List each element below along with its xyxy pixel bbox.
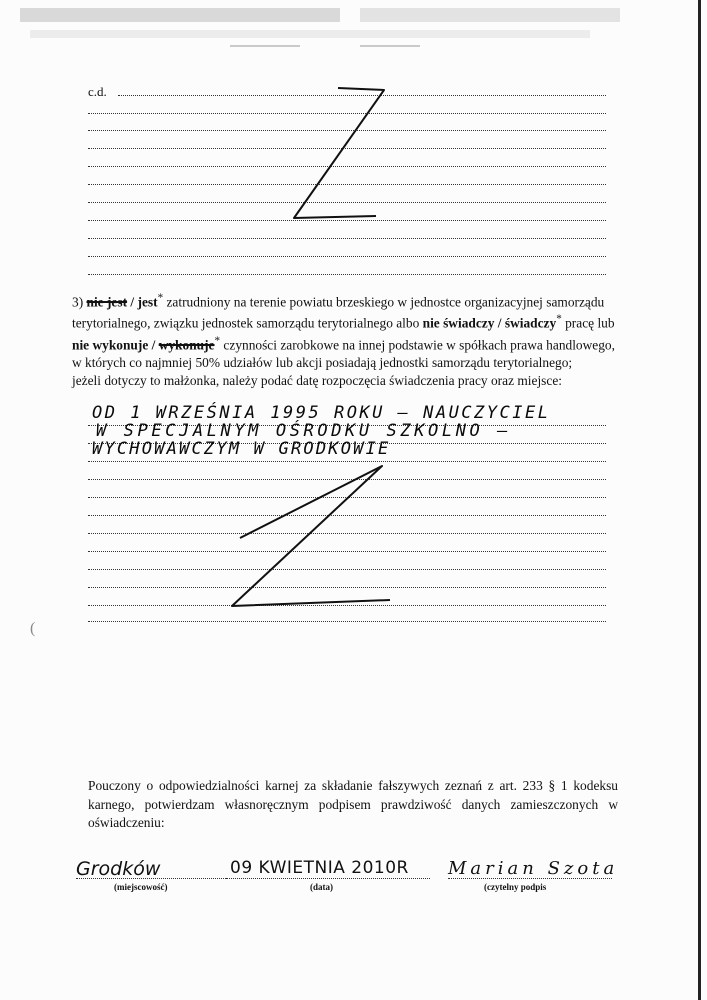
handwritten-answer-line-1: OD 1 WRZEŚNIA 1995 ROKU – NAUCZYCIEL bbox=[92, 403, 551, 423]
selected-option: nie świadczy bbox=[422, 315, 495, 331]
scan-mark: ( bbox=[30, 620, 36, 637]
body-text: pracę lub bbox=[561, 315, 615, 331]
date-value: 09 KWIETNIA 2010R bbox=[230, 858, 409, 878]
separator: / bbox=[148, 337, 159, 352]
dotted-line bbox=[88, 621, 606, 622]
struck-option: nie jest bbox=[86, 294, 128, 310]
dotted-line bbox=[88, 274, 606, 275]
dotted-line bbox=[88, 238, 606, 239]
separator: / bbox=[127, 294, 138, 310]
signature-line bbox=[448, 878, 612, 879]
separator: / bbox=[494, 315, 505, 331]
footnote-star: * bbox=[556, 313, 562, 326]
place-caption: (miejscowość) bbox=[114, 882, 168, 892]
date-line bbox=[226, 878, 430, 879]
scan-edge bbox=[698, 0, 701, 1000]
body-text: zatrudniony na terenie powiatu brzeskiego w jednostce organizacyjnej samorządu terytorialnego, związku jednostek samorządu terytorialnego albo bbox=[72, 294, 605, 331]
place-field bbox=[76, 858, 160, 880]
body-text: czynności zarobkowe na innej podstawie w spółkach prawa handlowego, w których co najmniej 50% udziałów lub akcji posiadają jednostki samorządu terytorialnego; bbox=[72, 337, 615, 370]
legal-notice: Pouczony o odpowiedzialności karnej za składanie fałszywych zeznań z art. 233 § 1 kodeksu karnego, potwierdzam własnoręcznym podpisem prawdziwość danych zamieszczonych w oświadczeniu: bbox=[88, 778, 618, 830]
selected-option: jest bbox=[137, 294, 158, 310]
signature-field bbox=[448, 858, 618, 879]
option: świadczy bbox=[504, 315, 557, 331]
place-line bbox=[76, 878, 226, 879]
signature-caption: (czytelny podpis bbox=[484, 882, 547, 892]
continuation-label: c.d. bbox=[88, 84, 107, 99]
z-cancel-mark-2 bbox=[226, 458, 396, 614]
date-field bbox=[230, 858, 409, 878]
footnote-star: * bbox=[157, 292, 164, 304]
date-caption: (data) bbox=[310, 882, 333, 892]
struck-option: wykonuje bbox=[158, 337, 215, 352]
handwritten-answer-line-2: W SPECJALNYM OŚRODKU SZKOLNO – bbox=[96, 421, 512, 441]
section-3 bbox=[72, 290, 620, 389]
instruction-text: jeżeli dotyczy to małżonka, należy podać datę rozpoczęcia świadczenia pracy oraz miejsce: bbox=[72, 372, 562, 388]
handwritten-answer-line-3: WYCHOWAWCZYM W GRODKOWIE bbox=[92, 439, 391, 459]
footnote-star: * bbox=[214, 334, 221, 347]
z-cancel-mark-1 bbox=[280, 80, 390, 230]
signature-value: Marian Szota bbox=[448, 858, 619, 879]
place-value: Grodków bbox=[76, 858, 161, 880]
section-number: 3) bbox=[72, 294, 84, 310]
selected-option: nie wykonuje bbox=[72, 337, 149, 352]
dotted-line bbox=[88, 256, 606, 257]
scan-header-artifact bbox=[0, 0, 707, 52]
